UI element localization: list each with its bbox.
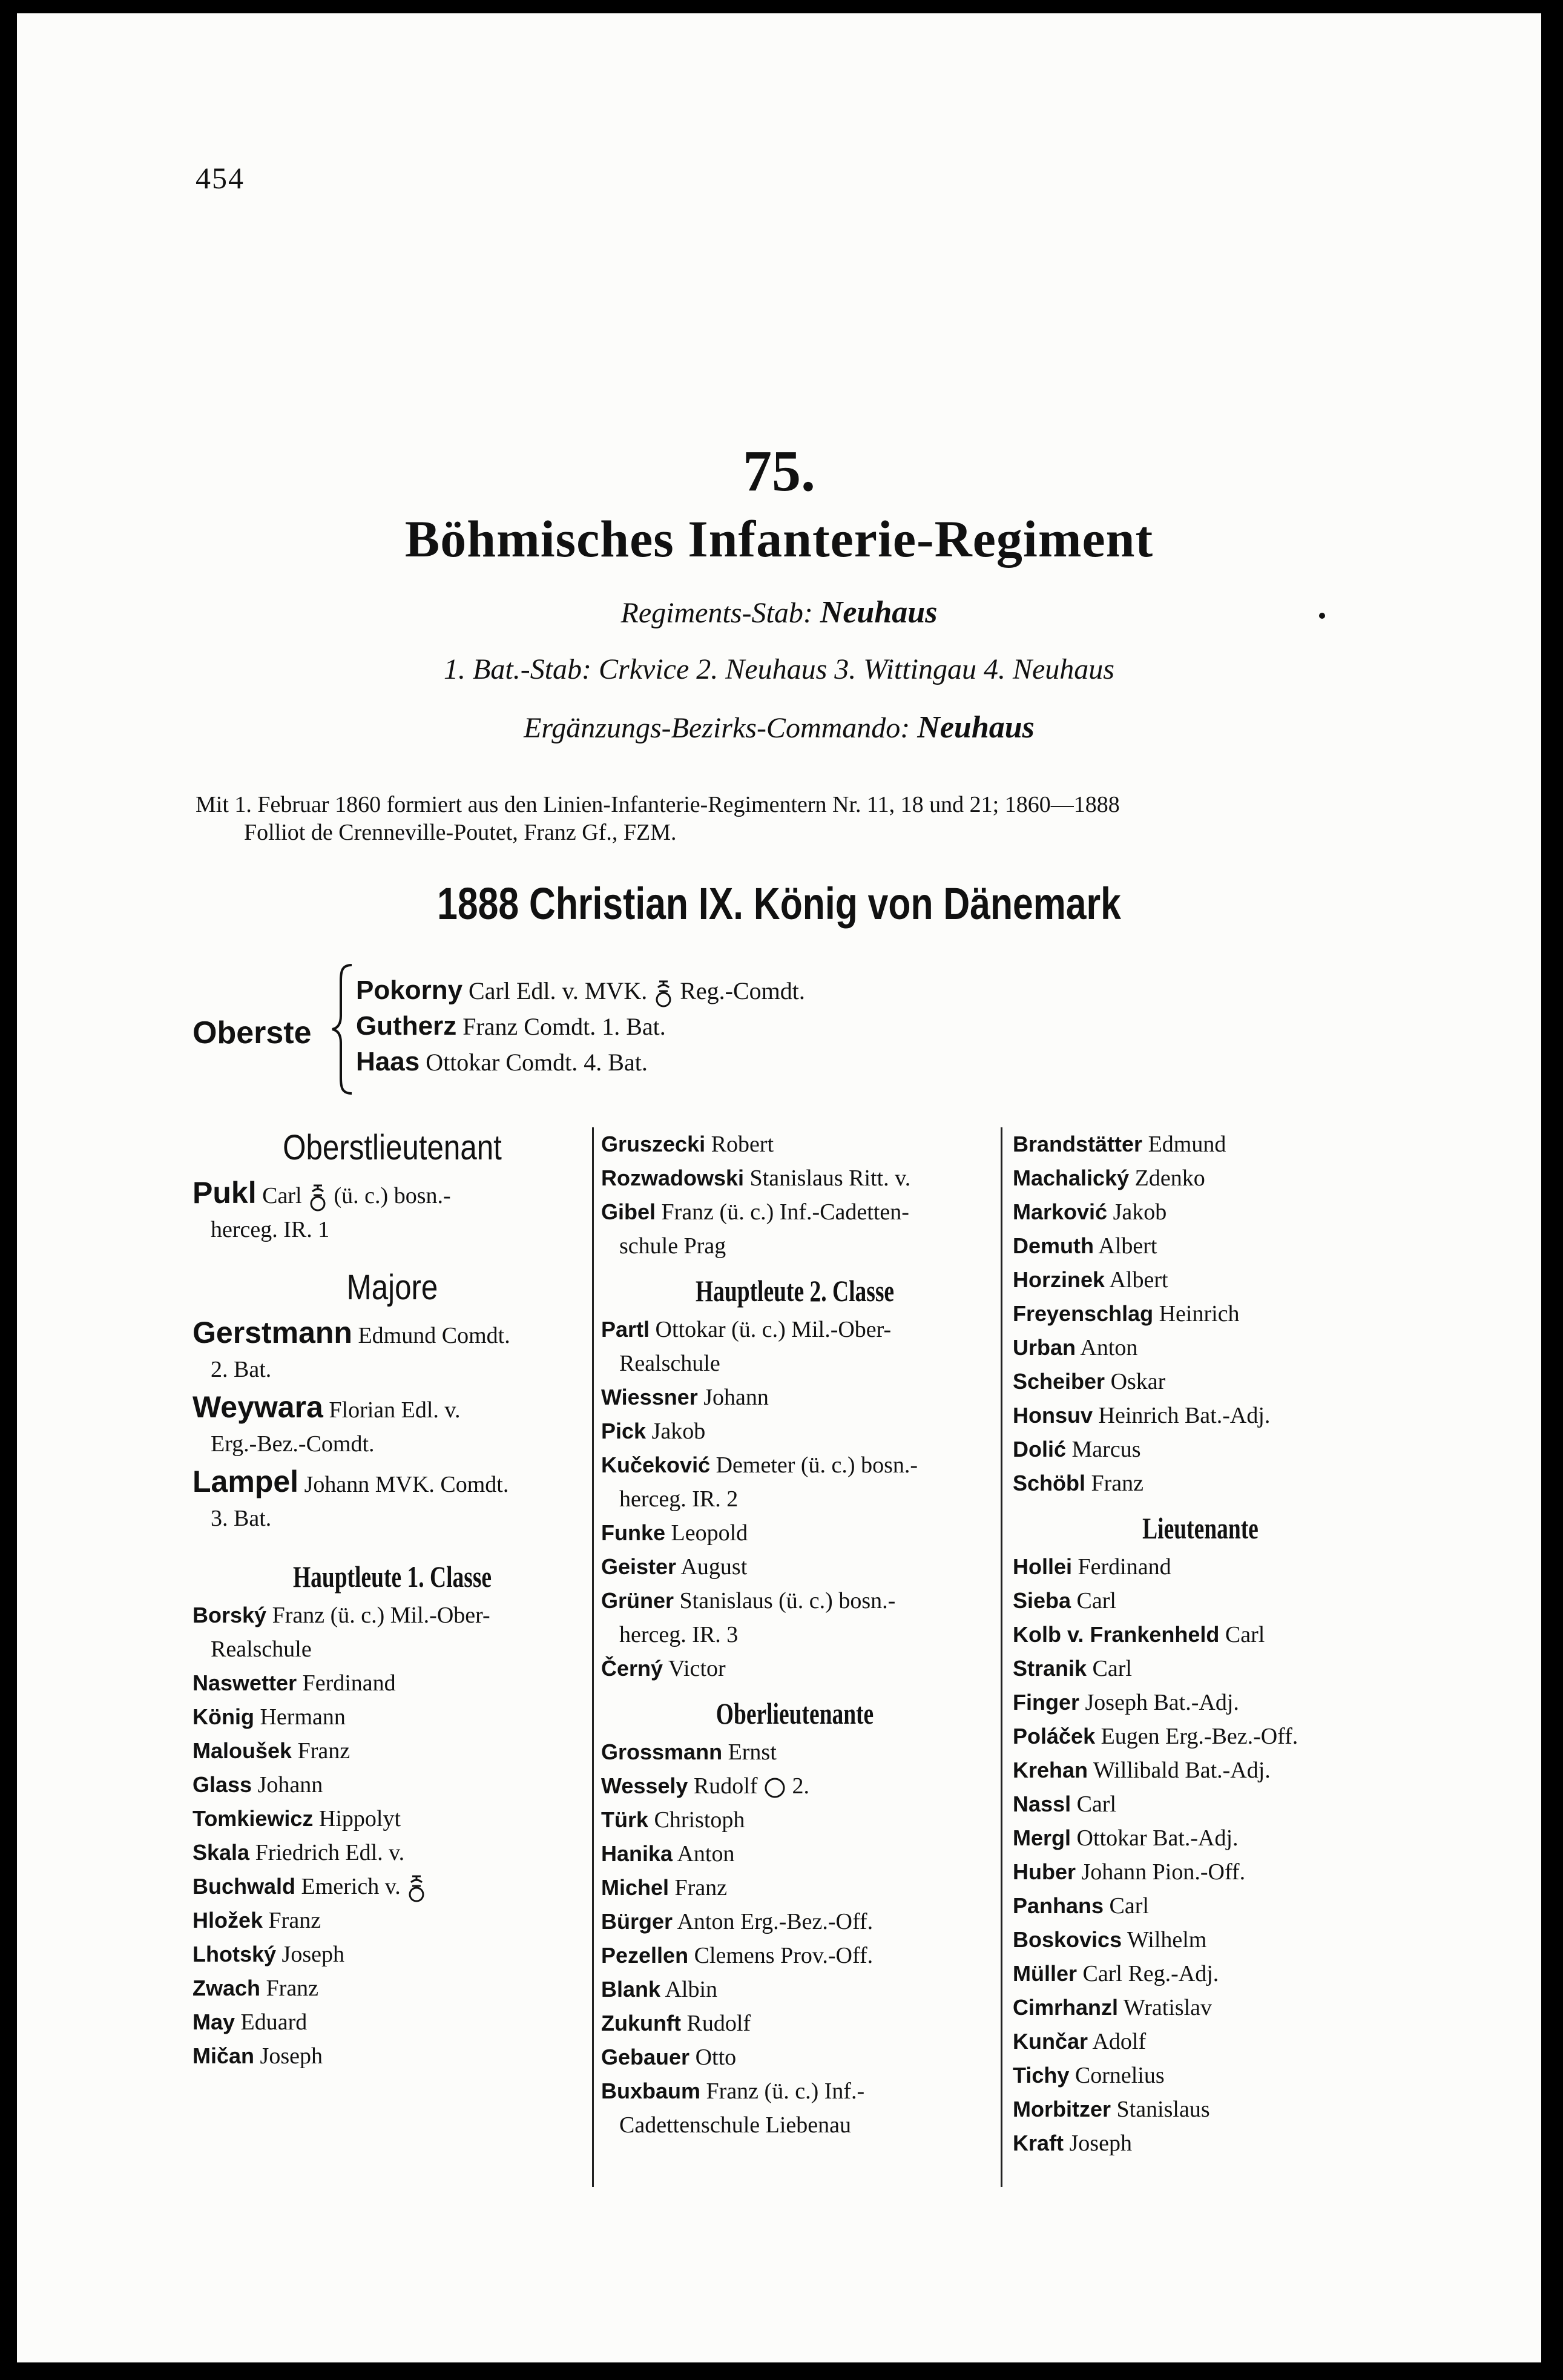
list-item: Borský Franz (ü. c.) Mil.-Ober- Realschule [192, 1603, 490, 1662]
officer-name: Gutherz [356, 1011, 457, 1041]
list-item: Buxbaum Franz (ü. c.) Inf.- Cadettenschule Liebenau [601, 2078, 865, 2138]
list-item: Rozwadowski Stanislaus Ritt. v. [601, 1165, 911, 1191]
list-item: Černý Victor [601, 1656, 726, 1681]
list-item: Tomkiewicz Hippolyt [192, 1806, 401, 1831]
list-item: Scheiber Oskar [1013, 1369, 1166, 1394]
list-item: Blank Albin [601, 1977, 718, 2002]
list-item: Honsuv Heinrich Bat.-Adj. [1013, 1403, 1271, 1428]
list-item: Hollei Ferdinand [1013, 1554, 1171, 1580]
list-item: Mičan Joseph [192, 2043, 323, 2069]
column-divider [1001, 1127, 1002, 2187]
erg-value: Neuhaus [917, 710, 1035, 745]
column-1 [192, 1127, 592, 2073]
jubilee-medal-icon [308, 1183, 328, 1212]
erganzungs-commando [17, 710, 1541, 745]
list-item: Funke Leopold [601, 1520, 748, 1546]
list-item: Demuth Albert [1013, 1233, 1157, 1259]
list-item: Schöbl Franz [1013, 1471, 1144, 1496]
regiment-owner: 1888 Christian IX. König von Dänemark [437, 878, 1121, 929]
list-item: Pukl Carl (ü. c.) bosn.- herceg. IR. 1 [192, 1176, 451, 1242]
list-item: Naswetter Ferdinand [192, 1670, 396, 1696]
oberste-list [356, 973, 805, 1080]
document-page [17, 13, 1541, 2362]
list-item: Gutherz Franz Comdt. 1. Bat. [356, 1011, 666, 1041]
list-item: Urban Anton [1013, 1335, 1138, 1360]
column-3 [1013, 1127, 1388, 2160]
list-item: Panhans Carl [1013, 1893, 1149, 1919]
list-item: Maloušek Franz [192, 1738, 350, 1764]
list-item: Kraft Joseph [1013, 2131, 1132, 2156]
list-item: Kučeković Demeter (ü. c.) bosn.- herceg. IR. 2 [601, 1452, 918, 1512]
list-item: Wessely Rudolf 2. [601, 1773, 809, 1799]
jubilee-medal-icon [406, 1874, 427, 1903]
list-item: Zukunft Rudolf [601, 2011, 751, 2036]
list-item: Pick Jakob [601, 1419, 706, 1444]
list-item: Dolić Marcus [1013, 1437, 1141, 1462]
list-item: Müller Carl Reg.-Adj. [1013, 1961, 1219, 1986]
history-line-2: Folliot de Crenneville-Poutet, Franz Gf., FZM. [244, 820, 677, 845]
regiment-history [196, 791, 1443, 846]
list-item: Hložek Franz [192, 1908, 321, 1933]
list-item: Buchwald Emerich v. [192, 1870, 592, 1904]
list-item: Hanika Anton [601, 1841, 735, 1867]
oberste-label: Oberste [192, 1015, 312, 1050]
erg-label: Ergänzungs-Bezirks-Commando: [524, 712, 910, 744]
section-heading-oberlieutenante: Oberlieutenante [716, 1696, 874, 1730]
list-item: Gruszecki Robert [601, 1132, 774, 1157]
battalion-stabs: 1. Bat.-Stab: Crkvice 2. Neuhaus 3. Wittingau 4. Neuhaus [444, 653, 1114, 685]
list-item: Machalický Zdenko [1013, 1165, 1205, 1191]
list-item: Haas Ottokar Comdt. 4. Bat. [356, 1047, 648, 1076]
list-item: Grossmann Ernst [601, 1739, 777, 1765]
curly-brace-icon [330, 963, 354, 1096]
list-item: Cimrhanzl Wratislav [1013, 1995, 1213, 2020]
list-item: Krehan Willibald Bat.-Adj. [1013, 1758, 1271, 1783]
stab-value: Neuhaus [820, 595, 938, 630]
list-item: Poláček Eugen Erg.-Bez.-Off. [1013, 1724, 1298, 1749]
list-item: König Hermann [192, 1704, 346, 1730]
list-item: Kunčar Adolf [1013, 2029, 1147, 2054]
list-item: Partl Ottokar (ü. c.) Mil.-Ober- Realschule [601, 1317, 892, 1376]
list-item: Lhotský Joseph [192, 1942, 344, 1967]
list-item: Finger Joseph Bat.-Adj. [1013, 1690, 1239, 1715]
section-heading-hauptleute-2: Hauptleute 2. Classe [695, 1274, 895, 1308]
list-item: Skala Friedrich Edl. v. [192, 1840, 405, 1865]
list-item: Grüner Stanislaus (ü. c.) bosn.- herceg. IR. 3 [601, 1588, 896, 1647]
list-item: Glass Johann [192, 1772, 323, 1798]
list-item: Zwach Franz [192, 1976, 319, 2001]
page-number: 454 [196, 161, 245, 195]
list-item: Pezellen Clemens Prov.-Off. [601, 1943, 874, 1968]
jubilee-medal-icon [653, 979, 674, 1008]
list-item: Weywara Florian Edl. v. Erg.-Bez.-Comdt. [192, 1390, 461, 1457]
list-item: Nassl Carl [1013, 1792, 1117, 1817]
circle-order-icon [763, 1776, 786, 1799]
list-item: Gebauer Otto [601, 2045, 737, 2070]
officer-name: Pokorny [356, 975, 463, 1005]
list-item: Horzinek Albert [1013, 1267, 1168, 1293]
list-item: Huber Johann Pion.-Off. [1013, 1859, 1246, 1885]
ink-dot [1319, 613, 1325, 619]
list-item: Marković Jakob [1013, 1199, 1167, 1225]
section-heading-oberstlieutenant: Oberstlieutenant [283, 1128, 502, 1167]
list-item: Pokorny Carl Edl. v. MVK. Reg.-Comdt. [356, 973, 805, 1009]
list-item: Gerstmann Edmund Comdt. 2. Bat. [192, 1316, 510, 1382]
list-item: Tichy Cornelius [1013, 2063, 1165, 2088]
list-item: Stranik Carl [1013, 1656, 1132, 1681]
list-item: Lampel Johann MVK. Comdt. 3. Bat. [192, 1465, 509, 1531]
regiments-stab [17, 595, 1541, 630]
list-item: Boskovics Wilhelm [1013, 1927, 1207, 1953]
regiment-number: 75. [743, 438, 815, 503]
stab-label: Regiments-Stab: [620, 597, 813, 629]
officer-name: Haas [356, 1047, 420, 1076]
list-item: Kolb v. Frankenheld Carl [1013, 1622, 1265, 1647]
regiment-title: Böhmisches Infanterie-Regiment [404, 510, 1154, 568]
list-item: Freyenschlag Heinrich [1013, 1301, 1240, 1327]
list-item: Wiessner Johann [601, 1385, 769, 1410]
section-heading-lieutenante: Lieutenante [1142, 1511, 1259, 1545]
section-heading-hauptleute-1: Hauptleute 1. Classe [292, 1560, 492, 1594]
column-divider [592, 1127, 594, 2187]
list-item: Sieba Carl [1013, 1588, 1116, 1614]
section-heading-majore: Majore [346, 1268, 438, 1307]
list-item: May Eduard [192, 2009, 308, 2035]
column-2 [601, 1127, 989, 2142]
list-item: Morbitzer Stanislaus [1013, 2097, 1210, 2122]
list-item: Gibel Franz (ü. c.) Inf.-Cadetten- schule Prag [601, 1199, 909, 1259]
list-item: Michel Franz [601, 1875, 728, 1900]
list-item: Geister August [601, 1554, 748, 1580]
list-item: Brandstätter Edmund [1013, 1132, 1226, 1157]
list-item: Mergl Ottokar Bat.-Adj. [1013, 1825, 1239, 1851]
list-item: Türk Christoph [601, 1807, 745, 1833]
history-line-1: Mit 1. Februar 1860 formiert aus den Linien-Infanterie-Regimentern Nr. 11, 18 und 21; 1860—1888 [196, 792, 1120, 817]
list-item: Bürger Anton Erg.-Bez.-Off. [601, 1909, 874, 1934]
